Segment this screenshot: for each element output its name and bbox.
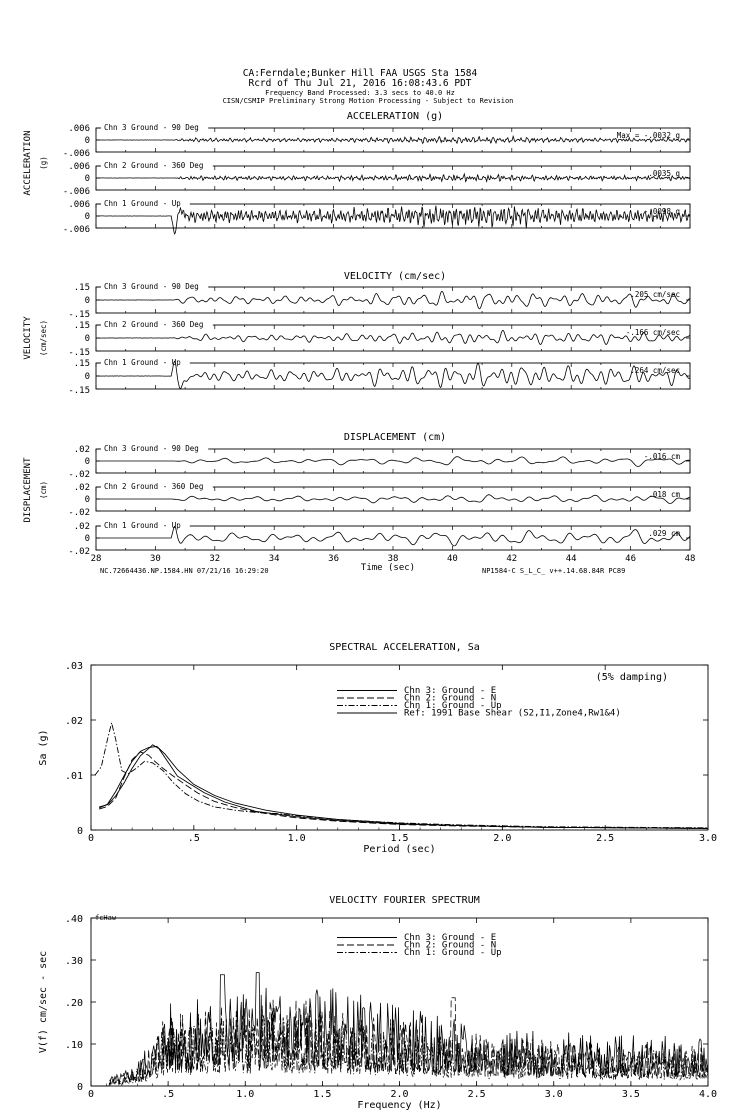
y-tick-label: .02 <box>73 445 90 455</box>
sa-series-line <box>99 745 708 829</box>
displacement-panel <box>23 432 695 573</box>
y-tick-label: .02 <box>73 522 90 532</box>
damping-note: (5% damping) <box>595 672 668 683</box>
channel-label: Chn 3 Ground - 90 Deg <box>104 444 199 453</box>
channel-max-label: -.166 cm/sec <box>625 328 680 337</box>
x-axis-label: Time (sec) <box>360 563 416 573</box>
y-tick-label: -.02 <box>68 547 90 557</box>
x-tick-label: 1.5 <box>390 833 409 844</box>
x-tick-label: 0 <box>87 1089 95 1100</box>
x-tick-label: 38 <box>387 554 399 564</box>
channel-trace <box>96 291 690 309</box>
x-tick-label: 46 <box>625 554 637 564</box>
panel-title: ACCELERATION (g) <box>346 111 444 122</box>
channel-label-group <box>101 358 190 367</box>
channel-label: Chn 2 Ground - 360 Deg <box>104 320 204 329</box>
x-tick-label: 2.5 <box>596 833 615 844</box>
velocity-panel <box>23 271 690 396</box>
channel-trace <box>96 174 690 182</box>
fourier-spectrum-chart <box>38 895 717 1111</box>
legend-entry: Chn 3: Ground - E <box>404 933 497 943</box>
y-tick-label: .20 <box>64 998 83 1009</box>
acceleration-panel <box>23 111 690 235</box>
chart-title: SPECTRAL ACCELERATION, Sa <box>329 642 480 653</box>
channel-trace <box>96 136 690 143</box>
channel-max-label: Max = -.0032 g <box>616 131 680 140</box>
spectral-acceleration-chart <box>38 642 717 855</box>
panel-title: DISPLACEMENT (cm) <box>343 432 447 443</box>
channel-label: Chn 3 Ground - 90 Deg <box>104 123 199 132</box>
fourier-series-line <box>91 973 708 1086</box>
y-tick-label: .03 <box>64 661 83 672</box>
y-tick-label: 0 <box>76 1082 83 1093</box>
legend-entry: Chn 1: Ground - Up <box>404 701 502 711</box>
x-tick-label: 32 <box>209 554 221 564</box>
x-tick-label: .5 <box>187 833 200 844</box>
x-tick-label: 48 <box>684 554 696 564</box>
header-line-4: CISN/CSMIP Preliminary Strong Motion Processing - Subject to Revision <box>222 97 514 105</box>
chart-title: VELOCITY FOURIER SPECTRUM <box>329 895 480 906</box>
y-tick-label: -.02 <box>68 508 90 518</box>
y-tick-label: -.15 <box>68 386 90 396</box>
channel-label-group <box>101 123 208 132</box>
y-tick-label: .30 <box>64 956 83 967</box>
x-tick-label: 30 <box>149 554 161 564</box>
y-tick-label: 0 <box>84 174 90 184</box>
x-tick-label: .5 <box>162 1089 175 1100</box>
channel-label: Chn 1 Ground - Up <box>104 521 181 530</box>
header-line-1: CA:Ferndale;Bunker Hill FAA USGS Sta 1584 <box>242 68 478 79</box>
y-tick-label: 0 <box>84 296 90 306</box>
x-tick-label: 1.0 <box>236 1089 255 1100</box>
legend-entry: Ref: 1991 Base Shear (S2,I1,Zone4,Rw1&4) <box>404 708 621 719</box>
legend-entry: Chn 1: Ground - Up <box>404 948 502 958</box>
y-tick-label: 0 <box>84 334 90 344</box>
channel-label: Chn 2 Ground - 360 Deg <box>104 161 204 170</box>
x-tick-label: 28 <box>90 554 102 564</box>
y-axis-label: V(f) cm/sec - sec <box>38 950 49 1054</box>
y-tick-label: -.006 <box>62 187 90 197</box>
x-tick-label: 2.0 <box>493 833 512 844</box>
y-tick-label: 0 <box>84 212 90 222</box>
y-tick-label: -.006 <box>62 149 90 159</box>
x-tick-label: 34 <box>268 554 280 564</box>
channel-trace-box <box>68 358 690 396</box>
x-tick-label: 2.5 <box>467 1089 486 1100</box>
panel-title: VELOCITY (cm/sec) <box>343 271 447 282</box>
channel-trace-box <box>68 521 690 557</box>
channel-trace-box <box>63 161 690 197</box>
y-tick-label: .02 <box>73 483 90 493</box>
y-tick-label: -.15 <box>68 348 90 358</box>
x-tick-label: 42 <box>506 554 518 564</box>
y-tick-label: .10 <box>64 1040 83 1051</box>
x-tick-label: 3.5 <box>621 1089 640 1100</box>
channel-trace-box <box>68 444 690 480</box>
x-tick-label: 1.5 <box>313 1089 332 1100</box>
corner-label: fcHaw <box>95 914 117 922</box>
x-tick-label: 2.0 <box>390 1089 409 1100</box>
y-tick-label: -.02 <box>68 470 90 480</box>
channel-label: Chn 1 Ground - Up <box>104 199 181 208</box>
y-tick-label: 0 <box>84 457 90 467</box>
channel-max-label: .018 cm <box>648 490 680 499</box>
panel-side-label: ACCELERATION <box>23 130 33 196</box>
panel-side-unit: (cm/sec) <box>39 319 48 357</box>
legend-entry: Chn 2: Ground - N <box>404 940 497 951</box>
channel-label-group <box>101 521 190 530</box>
x-tick-label: 36 <box>328 554 340 564</box>
channel-label-group <box>101 482 213 491</box>
channel-trace-box <box>68 320 690 358</box>
y-tick-label: .006 <box>68 200 90 210</box>
channel-label-group <box>101 282 208 291</box>
x-tick-label: 4.0 <box>698 1089 718 1100</box>
x-tick-label: 0 <box>87 833 95 844</box>
channel-trace-box <box>68 282 690 320</box>
x-tick-label: 3.0 <box>698 833 718 844</box>
channel-max-label: .205 cm/sec <box>630 290 680 299</box>
channel-trace <box>96 206 690 234</box>
header-line-3: Frequency Band Processed: 3.3 secs to 40.0 Hz <box>265 89 455 97</box>
y-axis-label: Sa (g) <box>38 729 49 766</box>
y-tick-label: 0 <box>76 826 83 837</box>
y-tick-label: .15 <box>73 321 90 331</box>
sa-series-line <box>99 746 708 828</box>
x-tick-label: 40 <box>446 554 458 564</box>
y-tick-label: .02 <box>64 716 83 727</box>
channel-label-group <box>101 320 213 329</box>
panel-side-label: DISPLACEMENT <box>23 457 33 523</box>
y-tick-label: .01 <box>64 771 83 782</box>
channel-trace <box>96 330 690 344</box>
channel-label: Chn 3 Ground - 90 Deg <box>104 282 199 291</box>
y-tick-label: -.15 <box>68 310 90 320</box>
x-axis-label: Period (sec) <box>363 844 436 855</box>
y-tick-label: .006 <box>68 162 90 172</box>
channel-trace-box <box>68 482 690 518</box>
channel-trace <box>96 495 690 504</box>
header-line-2: Rcrd of Thu Jul 21, 2016 16:08:43.6 PDT <box>248 78 472 89</box>
channel-max-label: .029 cm <box>648 529 680 538</box>
channel-label-group <box>101 199 190 208</box>
channel-label-group <box>101 161 213 170</box>
channel-trace-box <box>63 123 690 159</box>
channel-trace <box>96 457 690 467</box>
legend-entry: Chn 3: Ground - E <box>404 686 497 696</box>
channel-max-label: -.0098 g <box>643 207 680 216</box>
sa-series-line <box>95 723 708 828</box>
y-tick-label: 0 <box>84 495 90 505</box>
channel-max-label: -.016 cm <box>643 452 680 461</box>
x-axis-label: Frequency (Hz) <box>357 1100 442 1111</box>
footer-left: NC.72664436.NP.1584.HN 07/21/16 16:29:20 <box>100 567 269 575</box>
x-tick-label: 3.0 <box>544 1089 563 1100</box>
channel-trace-box <box>63 199 690 235</box>
y-tick-label: 0 <box>84 534 90 544</box>
channel-label-group <box>101 444 208 453</box>
y-tick-label: .40 <box>64 914 83 925</box>
plot-frame <box>91 665 708 830</box>
y-tick-label: .15 <box>73 283 90 293</box>
channel-label: Chn 1 Ground - Up <box>104 358 181 367</box>
panel-side-label: VELOCITY <box>23 316 33 360</box>
sa-series-line <box>99 752 708 829</box>
y-tick-label: .006 <box>68 124 90 134</box>
channel-max-label: .264 cm/sec <box>630 366 680 375</box>
channel-max-label: .0035 g <box>648 169 680 178</box>
x-tick-label: 1.0 <box>287 833 306 844</box>
x-tick-label: 44 <box>565 554 577 564</box>
y-tick-label: -.006 <box>62 225 90 235</box>
panel-side-unit: (g) <box>39 156 48 170</box>
channel-label: Chn 2 Ground - 360 Deg <box>104 482 204 491</box>
y-tick-label: 0 <box>84 136 90 146</box>
y-tick-label: .15 <box>73 359 90 369</box>
y-tick-label: 0 <box>84 372 90 382</box>
footer-right: NP1584-C S_L_C_ v++.14.68.84R PC89 <box>482 567 626 575</box>
legend-entry: Chn 2: Ground - N <box>404 693 497 704</box>
panel-side-unit: (cm) <box>39 480 48 500</box>
